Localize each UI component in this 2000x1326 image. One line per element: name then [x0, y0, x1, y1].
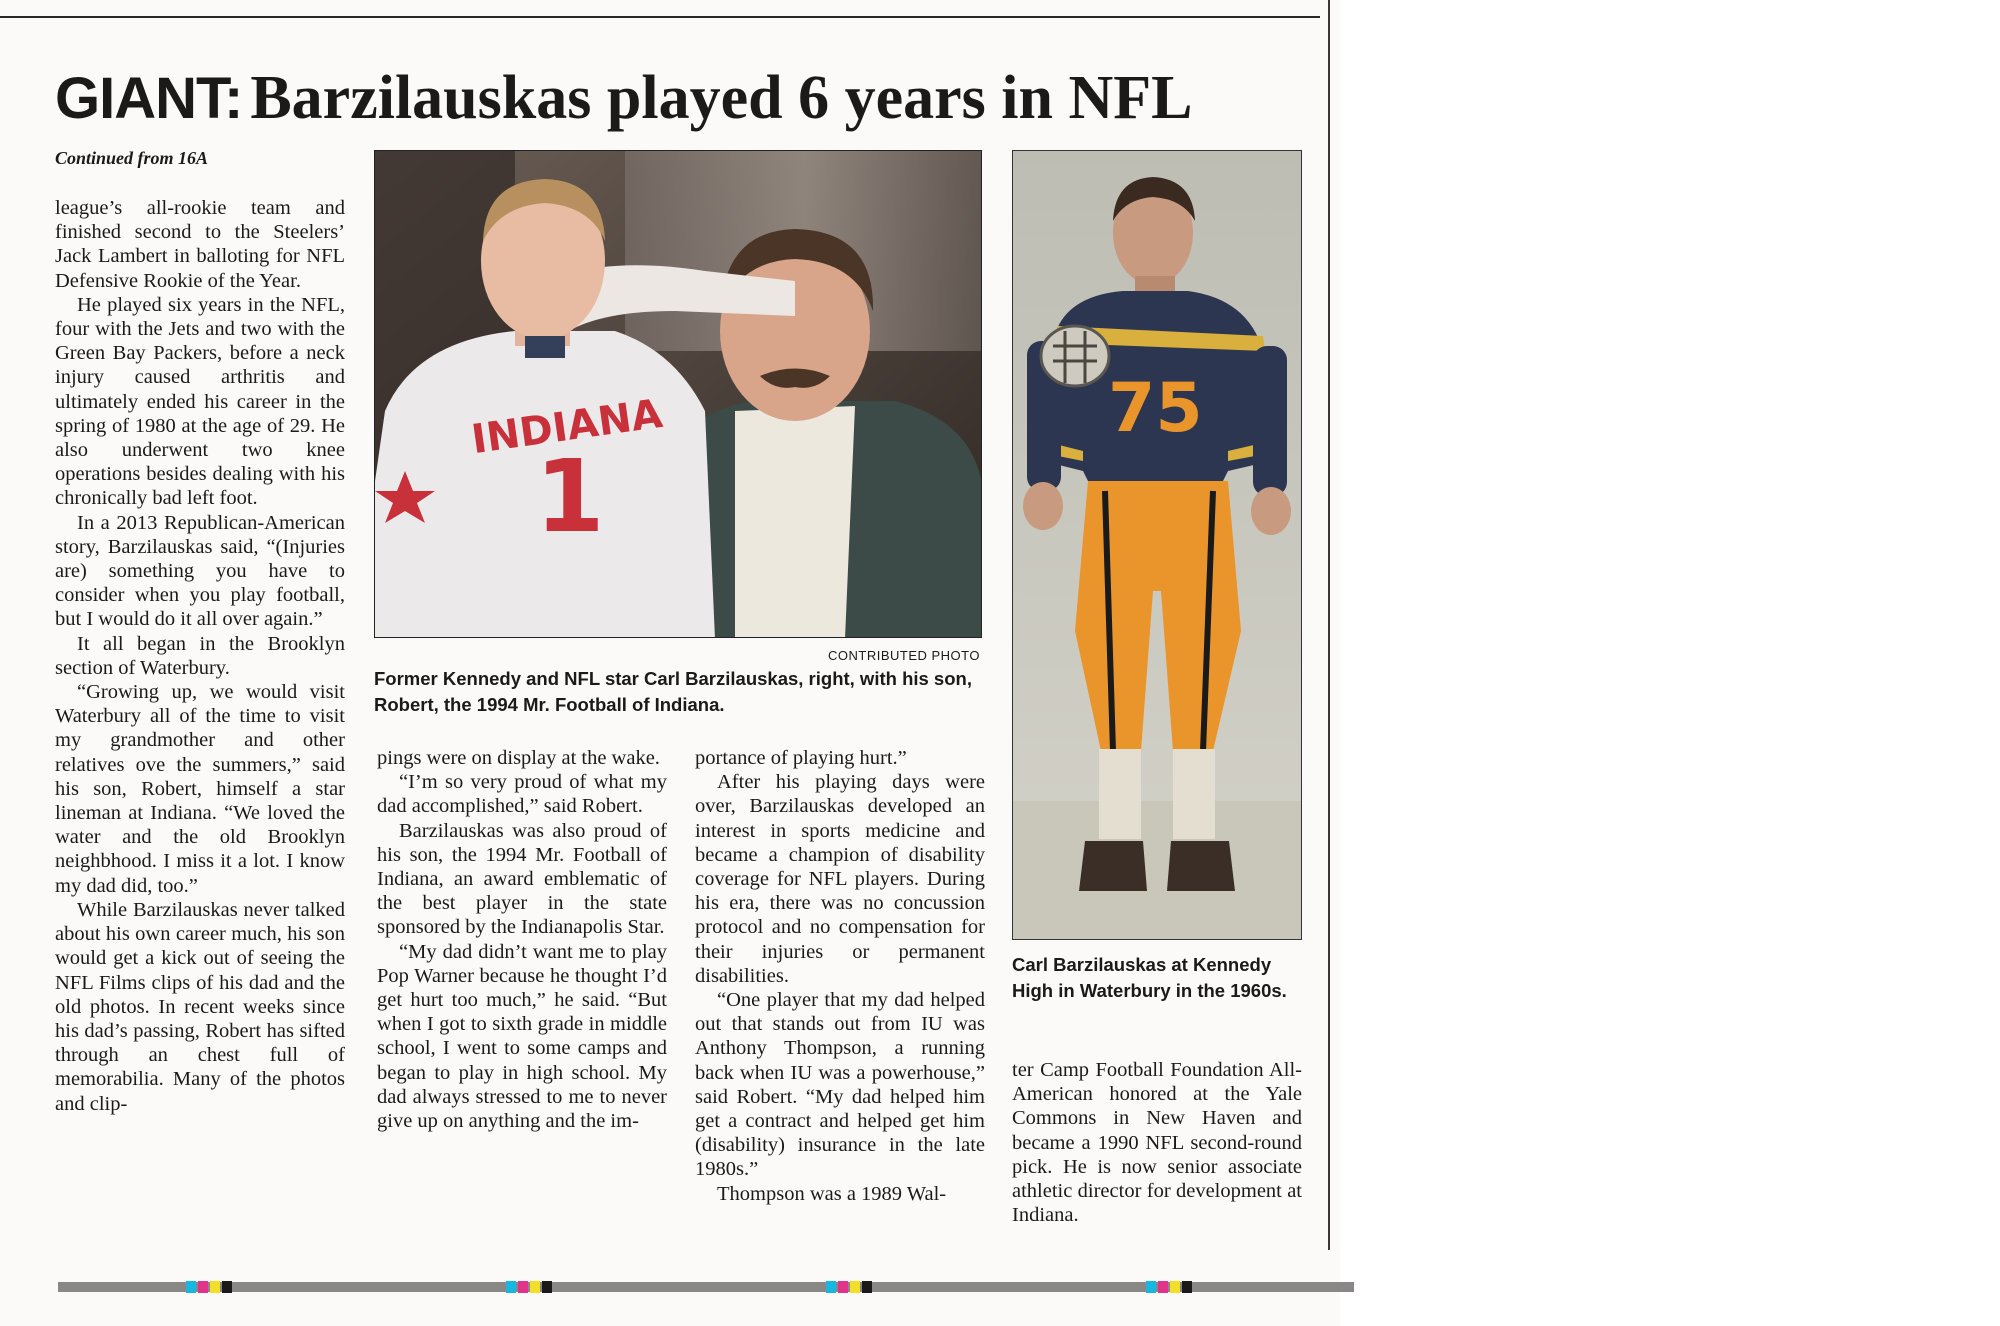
- article-column-2: [377, 746, 667, 1256]
- article-paragraph: Thompson was a 1989 Wal-: [717, 1182, 947, 1205]
- jersey-number-1: 1: [535, 438, 605, 555]
- photo-credit: CONTRIBUTED PHOTO: [828, 648, 980, 663]
- kennedy-high-photo: [1012, 150, 1302, 940]
- article-paragraph: “My dad didn’t want me to play Pop Warner because he thought I’d get hurt too much,” he said. “But when I got to sixth grade in middle school, I went to some camps and began to play in high school. My dad always stressed to me to never give up on anything and the im-: [377, 940, 667, 1133]
- article-paragraph: Barzilauskas was also proud of his son, the 1994 Mr. Football of Indiana, an award emblematic of the best player in the state sponsored by the Indianapolis Star.: [377, 819, 667, 939]
- article-paragraph: portance of playing hurt.”: [695, 747, 907, 769]
- top-rule: [0, 16, 1320, 18]
- photo-caption-father-son: Former Kennedy and NFL star Carl Barzilauskas, right, with his son, Robert, the 1994 Mr. Football of Indiana.: [374, 668, 972, 715]
- article-paragraph: It all began in the Brooklyn section of Waterbury.: [55, 632, 345, 679]
- father-son-photo: [374, 150, 982, 638]
- kennedy-high-photo-illustration: [1013, 151, 1302, 940]
- article-paragraph: league’s all-rookie team and finished second to the Steelers’ Jack Lambert in balloting for NFL Defensive Rookie of the Year.: [55, 197, 345, 292]
- article-paragraph: “One player that my dad helped out that stands out from IU was Anthony Thompson, a running back when IU was a powerhouse,” said Robert. “My dad helped him get a contract and helped get him (disability) insurance in the late 1980s.”: [695, 989, 985, 1181]
- article-paragraph: In a 2013 Republican-American story, Barzilauskas said, “(Injuries are) something you have to consider when you play football, but I would do it all over again.”: [55, 511, 345, 631]
- right-column-rule: [1328, 0, 1330, 1250]
- headline-main: Barzilauskas played 6 years in NFL: [250, 64, 1193, 132]
- article-paragraph: He played six years in the NFL, four with the Jets and two with the Green Bay Packers, before a neck injury caused arthritis and ultimately ended his career in the spring of 1980 at the age of 29. He also underwent two knee operations besides dealing with his chronically bad left foot.: [55, 293, 345, 510]
- article-column-3: [695, 746, 985, 1256]
- print-registration-bar: [58, 1280, 1354, 1294]
- article-paragraph: ter Camp Football Foundation All-American honored at the Yale Commons in New Haven and became a 1990 NFL second-round pick. He is now senior associate athletic director for development at Indiana.: [1012, 1059, 1302, 1227]
- article-column-4: [1012, 1058, 1302, 1258]
- article-paragraph: After his playing days were over, Barzilauskas developed an interest in sports medicine and became a champion of disability coverage for NFL players. During his era, there was no concussion protocol and no compensation for their injuries or permanent disabilities.: [695, 771, 985, 987]
- jersey-text-indiana: INDIANA: [468, 390, 666, 464]
- continued-from-label: Continued from 16A: [55, 148, 209, 168]
- headline: [55, 58, 1315, 138]
- article-paragraph: pings were on display at the wake.: [377, 747, 660, 769]
- article-paragraph: “Growing up, we would visit Waterbury all of the time to visit my grandmother and other relatives ove the summers,” said his son, Robert, himself a star lineman at Indiana. “We loved the water and the old Brooklyn neighbhood. I miss it a lot. I know my dad did, too.”: [55, 681, 345, 897]
- article-paragraph: While Barzilauskas never talked about his own career much, his son would get a kick out of seeing the NFL Films clips of his dad and the old photos. In recent weeks since his dad’s passing, Robert has sifted through an chest full of memorabilia. Many of the photos and clip-: [55, 898, 345, 1115]
- helmet-icon: [1041, 326, 1109, 386]
- headline-kicker: GIANT:: [55, 66, 243, 131]
- article-column-1: [55, 196, 345, 1256]
- article-paragraph: “I’m so very proud of what my dad accomplished,” said Robert.: [377, 771, 667, 818]
- father-son-photo-illustration: [375, 151, 982, 638]
- jersey-number-75: 75: [1108, 369, 1203, 448]
- photo-caption-kennedy-high: Carl Barzilauskas at Kennedy High in Waterbury in the 1960s.: [1012, 954, 1287, 1001]
